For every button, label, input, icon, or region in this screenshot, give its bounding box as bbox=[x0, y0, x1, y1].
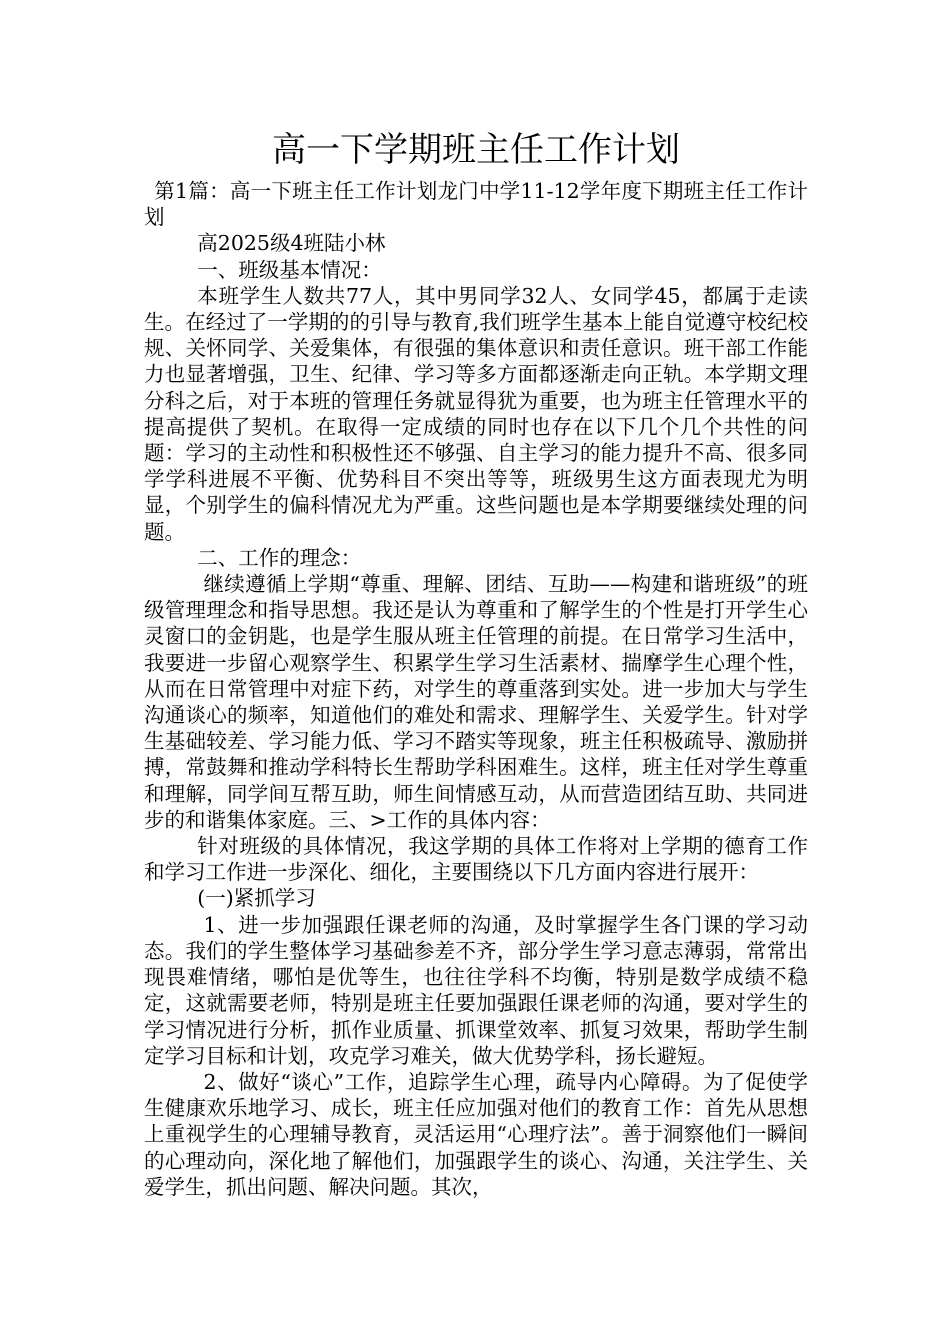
document-title: 高一下学期班主任工作计划 bbox=[272, 130, 680, 170]
paragraph-work-philosophy: 继续遵循上学期“尊重、理解、团结、互助——构建和谐班级”的班级管理理念和指导思想。我还是认为尊重和了解学生的个性是打开学生心灵窗口的金钥匙，也是学生服从班主任管理的前提。在日常学习生活中，我要进一步留心观察学生、积累学生学习生活素材、揣摩学生心理个性，从而在日常管理中对症下药，对学生的尊重落到实处。进一步加大与学生沟通谈心的频率，知道他们的难处和需求、理解学生、关爱学生。针对学生基础较差、学习能力低、学习不踏实等现象，班主任积极疏导、激励拼搏，常鼓舞和推动学科特长生帮助学科困难生。这样，班主任对学生尊重和理解，同学间互帮互助，师生间情感互动，从而营造团结互助、共同进步的和谐集体家庭。三、>工作的具体内容： bbox=[144, 572, 808, 832]
section-heading-1: 一、班级基本情况： bbox=[197, 257, 382, 282]
document-body bbox=[144, 128, 808, 1200]
paragraph-work-content: 针对班级的具体情况，我这学期的具体工作将对上学期的德育工作和学习工作进一步深化、细化，主要围绕以下几方面内容进行展开： bbox=[144, 834, 808, 885]
subsection-heading-1: (一)紧抓学习 bbox=[197, 886, 316, 911]
section-heading-2: 二、工作的理念： bbox=[197, 545, 362, 570]
paragraph-item-2: 2、做好“谈心”工作，追踪学生心理，疏导内心障碍。为了促使学生健康欢乐地学习、成长，班主任应加强对他们的教育工作：首先从思想上重视学生的心理辅导教育，灵活运用“心理疗法”。善于洞察他们一瞬间的心理动向，深化地了解他们，加强跟学生的谈心、沟通，关注学生、关爱学生，抓出问题、解决问题。其次， bbox=[144, 1069, 808, 1199]
paragraph-heading-1: 第1篇：高一下班主任工作计划龙门中学11-12学年度下期班主任工作计划 bbox=[144, 179, 808, 230]
paragraph-author: 高2025级4班陆小林 bbox=[197, 231, 386, 256]
paragraph-class-info: 本班学生人数共77人，其中男同学32人、女同学45，都属于走读生。在经过了一学期的的引导与教育,我们班学生基本上能自觉遵守校纪校规、关怀同学、关爱集体，有很强的集体意识和责任意识。班干部工作能力也显著增强，卫生、纪律、学习等多方面都逐渐走向正轨。本学期文理分科之后，对于本班的管理任务就显得犹为重要，也为班主任管理水平的提高提供了契机。在取得一定成绩的同时也存在以下几个几个共性的问题：学习的主动性和积极性还不够强、自主学习的能力提升不高、很多同学学科进展不平衡、优势科目不突出等等，班级男生这方面表现尤为明显，个别学生的偏科情况尤为严重。这些问题也是本学期要继续处理的问题。 bbox=[144, 283, 808, 544]
paragraph-item-1: 1、进一步加强跟任课老师的沟通，及时掌握学生各门课的学习动态。我们的学生整体学习基础参差不齐，部分学生学习意志薄弱，常常出现畏难情绪，哪怕是优等生，也往往学科不均衡，特别是数学成绩不稳定，这就需要老师，特别是班主任要加强跟任课老师的沟通，要对学生的学习情况进行分析，抓作业质量、抓课堂效率、抓复习效果，帮助学生制定学习目标和计划，攻克学习难关，做大优势学科，扬长避短。 bbox=[144, 912, 808, 1068]
